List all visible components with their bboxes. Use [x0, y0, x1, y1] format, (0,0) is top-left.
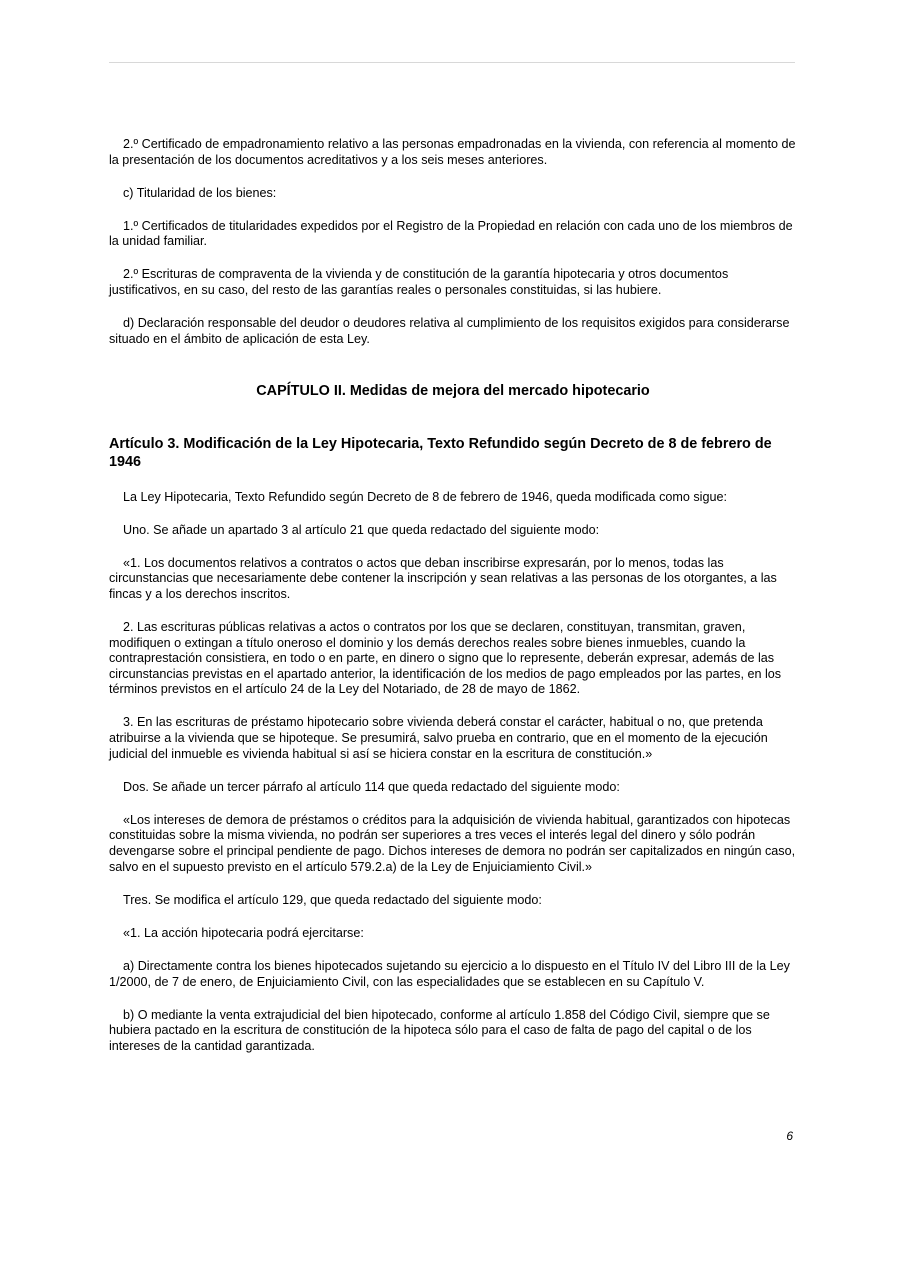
paragraph: 3. En las escrituras de préstamo hipotecario sobre vivienda deberá constar el carácter, habitual o no, que pretenda atribuirse a la vivienda que se hipoteque. Se presumirá, salvo prueba en contrario, que en el momento de la ejecución judicial del inmueble es vivienda habitual si así se hiciera constar en la escritura de constitución.» — [109, 715, 768, 761]
paragraph: 2. Las escrituras públicas relativas a actos o contratos por los que se declaren, constituyan, transmitan, graven, modifiquen o extingan a título oneroso el dominio y los demás derechos reales sobre bienes inmuebles, cuando la contraprestación consistiera, en todo o en parte, en dinero o signo que lo represente, deberán expresar, además de las circunstancias previstas en el apartado anterior, la identificación de los medios de pago empleados por las partes, en los términos previstos en el artículo 24 de la Ley del Notariado, de 28 de mayo de 1862. — [109, 620, 782, 697]
paragraph: «1. La acción hipotecaria podrá ejercitarse: — [123, 925, 364, 940]
paragraph: d) Declaración responsable del deudor o deudores relativa al cumplimiento de los requisitos exigidos para considerarse situado en el ámbito de aplicación de esta Ley. — [109, 316, 790, 346]
article-heading: Artículo 3. Modificación de la Ley Hipotecaria, Texto Refundido según Decreto de 8 de febrero de 1946 — [109, 436, 772, 470]
paragraph: a) Directamente contra los bienes hipotecados sujetando su ejercicio a lo dispuesto en el Título IV del Libro III de la Ley 1/2000, de 7 de enero, de Enjuiciamiento Civil, con las especialidades que se establecen en su Capítulo V. — [109, 958, 790, 989]
document-body — [109, 137, 797, 1072]
paragraph: Tres. Se modifica el artículo 129, que queda redactado del siguiente modo: — [123, 892, 542, 907]
paragraph: 2.º Certificado de empadronamiento relativo a las personas empadronadas en la vivienda, con referencia al momento de la presentación de los documentos acreditativos y a los seis meses anteriores. — [109, 137, 796, 167]
header-rule — [109, 62, 795, 63]
chapter-heading: CAPÍTULO II. Medidas de mejora del mercado hipotecario — [256, 383, 650, 400]
paragraph: c) Titularidad de los bienes: — [123, 185, 277, 200]
paragraph: 1.º Certificados de titularidades expedidos por el Registro de la Propiedad en relación con cada uno de los miembros de la unidad familiar. — [109, 218, 793, 249]
paragraph: Dos. Se añade un tercer párrafo al artículo 114 que queda redactado del siguiente modo: — [123, 779, 620, 794]
paragraph: b) O mediante la venta extrajudicial del bien hipotecado, conforme al artículo 1.858 del Código Civil, siempre que se hubiera pactado en la escritura de constitución de la hipoteca sólo para el caso de falta de pago del capital o de los intereses de la cantidad garantizada. — [109, 1007, 770, 1053]
paragraph: La Ley Hipotecaria, Texto Refundido según Decreto de 8 de febrero de 1946, queda modificada como sigue: — [123, 489, 727, 504]
page-number: 6 — [786, 1129, 793, 1143]
paragraph: 2.º Escrituras de compraventa de la vivienda y de constitución de la garantía hipotecaria y otros documentos justificativos, en su caso, del resto de las garantías reales o personales constituidas, si las hubiere. — [109, 267, 729, 298]
paragraph: «Los intereses de demora de préstamos o créditos para la adquisición de vivienda habitual, garantizados con hipotecas constituidas sobre la misma vivienda, no podrán ser superiores a tres veces el interés legal del dinero y sólo podrán devengarse sobre el principal pendiente de pago. Dichos intereses de demora no podrán ser capitalizados en ningún caso, salvo en el supuesto previsto en el artículo 579.2.a) de la Ley de Enjuiciamiento Civil.» — [109, 812, 796, 874]
paragraph: «1. Los documentos relativos a contratos o actos que deban inscribirse expresarán, por lo menos, todas las circunstancias que necesariamente debe contener la inscripción y sean relativas a las personas de los otorgantes, a las fincas y a los derechos inscritos. — [109, 555, 777, 601]
paragraph: Uno. Se añade un apartado 3 al artículo 21 que queda redactado del siguiente modo: — [123, 522, 600, 537]
